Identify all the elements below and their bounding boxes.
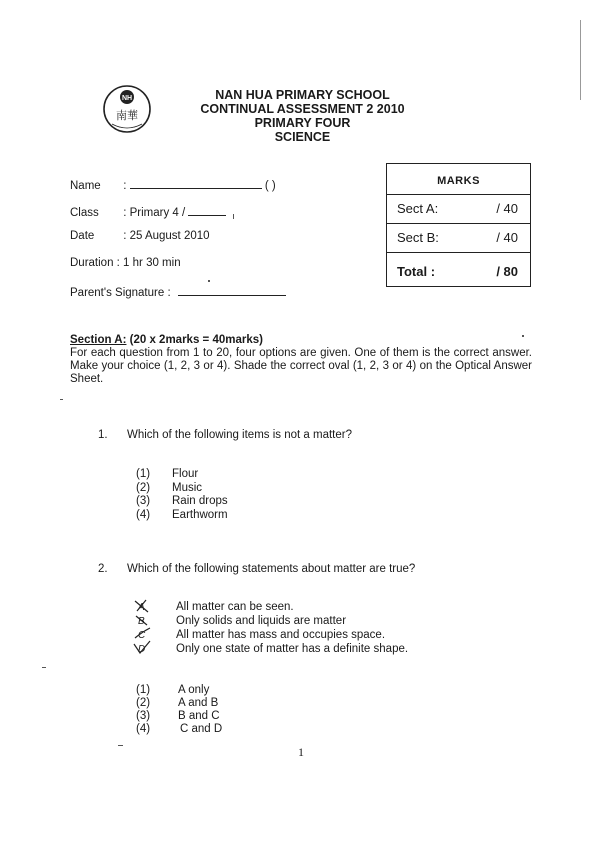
name-index-paren: ( ) bbox=[264, 180, 276, 192]
statement-text: All matter can be seen. bbox=[176, 601, 294, 613]
option-number: (4) bbox=[136, 723, 151, 735]
option-number: (3) bbox=[136, 710, 151, 722]
date-label: Date bbox=[70, 230, 95, 242]
marks-row-total bbox=[387, 253, 530, 289]
option-number: (4) bbox=[136, 509, 151, 521]
name-row bbox=[70, 176, 276, 192]
name-blank[interactable] bbox=[130, 176, 262, 189]
option bbox=[136, 722, 222, 736]
school-logo bbox=[102, 84, 152, 134]
marks-row-sect-a bbox=[387, 195, 530, 224]
question-text: Which of the following statements about matter are true? bbox=[127, 563, 416, 575]
pen-strike-marks bbox=[132, 598, 154, 658]
duration-row bbox=[70, 257, 181, 269]
option-text: Flour bbox=[172, 468, 199, 480]
marks-sect-a-value: / 40 bbox=[496, 201, 518, 216]
page-number: 1 bbox=[298, 745, 304, 759]
option-text: Earthworm bbox=[172, 509, 228, 521]
class-label: Class bbox=[70, 207, 99, 219]
option-text: C and D bbox=[180, 723, 223, 735]
option-number: (2) bbox=[136, 697, 151, 709]
question-number: 2. bbox=[98, 563, 108, 575]
statement-text: Only one state of matter has a definite shape. bbox=[176, 643, 409, 655]
option bbox=[136, 696, 218, 710]
option-number: (2) bbox=[136, 482, 151, 494]
option bbox=[136, 481, 202, 495]
subject-title: SCIENCE bbox=[274, 130, 331, 144]
statement bbox=[138, 614, 346, 629]
name-colon: : bbox=[123, 180, 127, 192]
option-number: (1) bbox=[136, 468, 151, 480]
name-label: Name bbox=[70, 180, 101, 192]
statement-letter: B bbox=[138, 616, 145, 627]
document-header bbox=[150, 88, 455, 144]
statement-letter: D bbox=[138, 644, 146, 655]
option-number: (1) bbox=[136, 684, 151, 696]
option-text: A and B bbox=[178, 697, 219, 709]
logo-chinese: 南華 bbox=[116, 109, 138, 122]
statement bbox=[138, 642, 408, 657]
option-text: B and C bbox=[178, 710, 220, 722]
grade-level: PRIMARY FOUR bbox=[254, 116, 351, 130]
scan-speck bbox=[233, 214, 234, 219]
marks-title: MARKS bbox=[387, 164, 530, 195]
class-row bbox=[70, 203, 226, 219]
option bbox=[136, 494, 228, 508]
assessment-title: CONTINUAL ASSESSMENT 2 2010 bbox=[200, 102, 405, 116]
statement-letter: C bbox=[138, 630, 146, 641]
scan-edge-mark bbox=[580, 20, 581, 100]
question-number: 1. bbox=[98, 429, 108, 441]
option-number: (3) bbox=[136, 495, 151, 507]
option-text: Music bbox=[172, 482, 203, 494]
duration-value: : 1 hr 30 min bbox=[116, 257, 181, 269]
scan-speck bbox=[42, 667, 46, 668]
marks-row-sect-b bbox=[387, 224, 530, 253]
statement-letter: A bbox=[138, 602, 145, 613]
section-a-body: For each question from 1 to 20, four options are given. One of them is the correct answer. Make your choice (1, 2, 3 or 4). Shade the correct oval (1, 2, 3 or 4) on the Optical Answer Sheet. bbox=[70, 347, 532, 385]
marks-total-label: Total : bbox=[397, 264, 436, 279]
date-row bbox=[70, 230, 210, 242]
date-value: : 25 August 2010 bbox=[123, 230, 210, 242]
option-text: Rain drops bbox=[172, 495, 228, 507]
statement bbox=[138, 600, 294, 615]
option-text: A only bbox=[178, 684, 210, 696]
school-name: NAN HUA PRIMARY SCHOOL bbox=[215, 88, 390, 102]
duration-label: Duration bbox=[70, 257, 114, 269]
signature-blank[interactable] bbox=[178, 283, 286, 296]
signature-label: Parent's Signature : bbox=[70, 287, 171, 299]
section-a-heading bbox=[70, 334, 532, 347]
marks-total-value: / 80 bbox=[496, 264, 518, 279]
section-a-title: Section A: bbox=[70, 334, 127, 346]
statement bbox=[138, 628, 385, 643]
option bbox=[136, 508, 228, 522]
statement-text: All matter has mass and occupies space. bbox=[176, 629, 386, 641]
logo-initials: NH bbox=[121, 95, 133, 102]
section-a-marks: (20 x 2marks = 40marks) bbox=[126, 334, 263, 346]
option bbox=[136, 683, 209, 697]
section-a-instructions bbox=[70, 334, 532, 386]
scan-speck bbox=[522, 335, 524, 337]
marks-sect-b-value: / 40 bbox=[496, 230, 518, 245]
marks-box bbox=[386, 163, 531, 287]
statement-text: Only solids and liquids are matter bbox=[176, 615, 347, 627]
marks-sect-a-label: Sect A: bbox=[397, 201, 439, 216]
signature-row bbox=[70, 283, 286, 299]
option bbox=[136, 709, 220, 723]
class-value: : Primary 4 / bbox=[123, 207, 186, 219]
option bbox=[136, 467, 198, 481]
question-text: Which of the following items is not a matter? bbox=[127, 429, 352, 441]
scan-speck bbox=[60, 399, 63, 400]
scan-speck bbox=[208, 280, 210, 282]
marks-sect-b-label: Sect B: bbox=[397, 230, 439, 245]
scan-speck bbox=[118, 745, 123, 746]
class-blank[interactable] bbox=[188, 203, 226, 216]
